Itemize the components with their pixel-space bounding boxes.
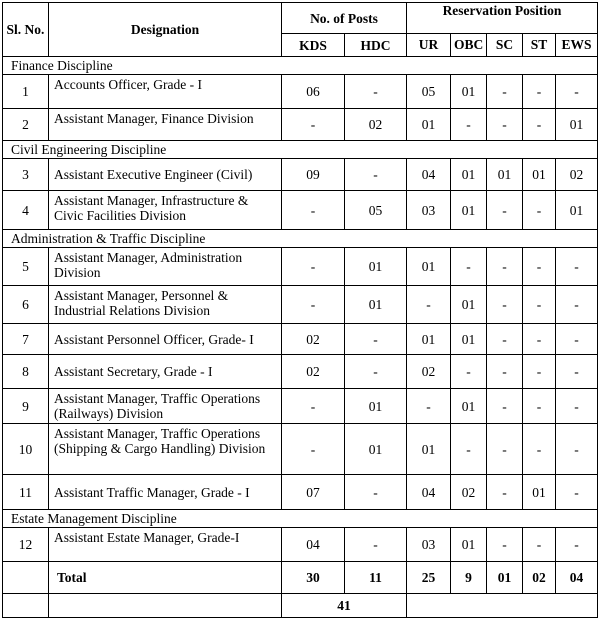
ur-cell: 05 [407, 75, 451, 109]
st-cell: - [523, 424, 556, 475]
table-row [3, 389, 598, 424]
st-cell: - [523, 248, 556, 286]
obc-cell: 01 [451, 159, 487, 191]
table-row [3, 528, 598, 562]
sc-cell: 01 [487, 159, 523, 191]
kds-cell: 02 [282, 324, 345, 355]
sc-cell: - [487, 191, 523, 230]
designation-cell: Assistant Secretary, Grade - I [49, 355, 282, 389]
obc-cell: 02 [451, 475, 487, 510]
ur-cell: - [407, 389, 451, 424]
ur-cell: 04 [407, 159, 451, 191]
header-sc: SC [487, 34, 523, 57]
table-row [3, 75, 598, 109]
grand-total-sl-blank [3, 594, 49, 618]
obc-cell: - [451, 355, 487, 389]
ews-cell: - [556, 355, 598, 389]
sc-cell: - [487, 475, 523, 510]
ur-cell: 03 [407, 191, 451, 230]
sc-cell: - [487, 286, 523, 324]
reservation-table [2, 2, 598, 618]
designation-cell: Assistant Manager, Personnel & Industrial Relations Division [49, 286, 282, 324]
sc-cell: - [487, 424, 523, 475]
table-row [3, 191, 598, 230]
header-designation: Designation [49, 3, 282, 57]
sl-no-cell: 8 [3, 355, 49, 389]
sl-no-cell: 7 [3, 324, 49, 355]
header-hdc: HDC [345, 34, 407, 57]
st-cell: - [523, 191, 556, 230]
header-kds: KDS [282, 34, 345, 57]
grand-total-label-blank [49, 594, 282, 618]
designation-cell: Assistant Manager, Infrastructure & Civic Facilities Division [49, 191, 282, 230]
ur-cell: 01 [407, 324, 451, 355]
ur-cell: 04 [407, 475, 451, 510]
kds-cell: - [282, 389, 345, 424]
obc-cell: 01 [451, 324, 487, 355]
ews-cell: - [556, 475, 598, 510]
ews-cell: 02 [556, 159, 598, 191]
sc-cell: - [487, 355, 523, 389]
discipline-heading: Civil Engineering Discipline [3, 141, 598, 159]
kds-cell: 04 [282, 528, 345, 562]
sl-no-cell: 4 [3, 191, 49, 230]
obc-cell: - [451, 424, 487, 475]
ews-cell: 01 [556, 191, 598, 230]
kds-cell: - [282, 109, 345, 141]
st-cell: - [523, 389, 556, 424]
ews-cell: - [556, 75, 598, 109]
st-cell: - [523, 528, 556, 562]
sl-no-cell: 11 [3, 475, 49, 510]
kds-cell: - [282, 286, 345, 324]
sc-cell: - [487, 324, 523, 355]
designation-cell: Assistant Traffic Manager, Grade - I [49, 475, 282, 510]
kds-cell: 09 [282, 159, 345, 191]
sl-no-cell: 10 [3, 424, 49, 475]
total-sc: 01 [487, 562, 523, 594]
ur-cell: 02 [407, 355, 451, 389]
designation-cell: Assistant Manager, Administration Division [49, 248, 282, 286]
header-ews: EWS [556, 34, 598, 57]
table-row [3, 286, 598, 324]
total-sl-blank [3, 562, 49, 594]
obc-cell: 01 [451, 286, 487, 324]
kds-cell: - [282, 191, 345, 230]
kds-cell: - [282, 424, 345, 475]
table-row [3, 109, 598, 141]
st-cell: - [523, 109, 556, 141]
sc-cell: - [487, 528, 523, 562]
obc-cell: 01 [451, 528, 487, 562]
obc-cell: 01 [451, 191, 487, 230]
table-row [3, 475, 598, 510]
total-row [3, 562, 598, 594]
sl-no-cell: 5 [3, 248, 49, 286]
designation-cell: Assistant Manager, Traffic Operations (Railways) Division [49, 389, 282, 424]
header-ur: UR [407, 34, 451, 57]
hdc-cell: 05 [345, 191, 407, 230]
grand-total-reservation-blank [407, 594, 598, 618]
sl-no-cell: 9 [3, 389, 49, 424]
table-row [3, 248, 598, 286]
ews-cell: - [556, 528, 598, 562]
obc-cell: - [451, 109, 487, 141]
hdc-cell: 01 [345, 248, 407, 286]
ur-cell: 03 [407, 528, 451, 562]
sc-cell: - [487, 75, 523, 109]
hdc-cell: - [345, 75, 407, 109]
kds-cell: 06 [282, 75, 345, 109]
sl-no-cell: 6 [3, 286, 49, 324]
header-no-of-posts: No. of Posts [282, 3, 407, 34]
header-sl-no: Sl. No. [3, 3, 49, 57]
designation-cell: Assistant Manager, Traffic Operations (Shipping & Cargo Handling) Division [49, 424, 282, 475]
ews-cell: - [556, 389, 598, 424]
header-reservation-position: Reservation Position [407, 3, 598, 34]
total-kds: 30 [282, 562, 345, 594]
designation-cell: Assistant Executive Engineer (Civil) [49, 159, 282, 191]
kds-cell: - [282, 248, 345, 286]
ews-cell: - [556, 324, 598, 355]
sc-cell: - [487, 389, 523, 424]
discipline-heading: Estate Management Discipline [3, 510, 598, 528]
ews-cell: - [556, 424, 598, 475]
ur-cell: - [407, 286, 451, 324]
designation-cell: Accounts Officer, Grade - I [49, 75, 282, 109]
obc-cell: 01 [451, 389, 487, 424]
ews-cell: 01 [556, 109, 598, 141]
sl-no-cell: 2 [3, 109, 49, 141]
hdc-cell: - [345, 475, 407, 510]
sl-no-cell: 3 [3, 159, 49, 191]
hdc-cell: 02 [345, 109, 407, 141]
grand-total-posts: 41 [282, 594, 407, 618]
st-cell: - [523, 75, 556, 109]
hdc-cell: - [345, 324, 407, 355]
discipline-heading: Finance Discipline [3, 57, 598, 75]
sc-cell: - [487, 109, 523, 141]
table-row [3, 324, 598, 355]
grand-total-row [3, 594, 598, 618]
kds-cell: 02 [282, 355, 345, 389]
table-row [3, 159, 598, 191]
designation-cell: Assistant Manager, Finance Division [49, 109, 282, 141]
ur-cell: 01 [407, 248, 451, 286]
st-cell: - [523, 324, 556, 355]
hdc-cell: 01 [345, 424, 407, 475]
designation-cell: Assistant Estate Manager, Grade-I [49, 528, 282, 562]
hdc-cell: 01 [345, 389, 407, 424]
sl-no-cell: 12 [3, 528, 49, 562]
obc-cell: - [451, 248, 487, 286]
designation-cell: Assistant Personnel Officer, Grade- I [49, 324, 282, 355]
st-cell: 01 [523, 159, 556, 191]
kds-cell: 07 [282, 475, 345, 510]
ews-cell: - [556, 248, 598, 286]
sc-cell: - [487, 248, 523, 286]
st-cell: - [523, 355, 556, 389]
ur-cell: 01 [407, 109, 451, 141]
hdc-cell: - [345, 355, 407, 389]
header-st: ST [523, 34, 556, 57]
st-cell: - [523, 286, 556, 324]
total-label: Total [49, 562, 282, 594]
sl-no-cell: 1 [3, 75, 49, 109]
st-cell: 01 [523, 475, 556, 510]
ur-cell: 01 [407, 424, 451, 475]
hdc-cell: 01 [345, 286, 407, 324]
obc-cell: 01 [451, 75, 487, 109]
table-row [3, 424, 598, 475]
hdc-cell: - [345, 159, 407, 191]
discipline-heading: Administration & Traffic Discipline [3, 230, 598, 248]
total-ews: 04 [556, 562, 598, 594]
table-row [3, 355, 598, 389]
total-st: 02 [523, 562, 556, 594]
ews-cell: - [556, 286, 598, 324]
hdc-cell: - [345, 528, 407, 562]
header-obc: OBC [451, 34, 487, 57]
total-obc: 9 [451, 562, 487, 594]
total-ur: 25 [407, 562, 451, 594]
total-hdc: 11 [345, 562, 407, 594]
